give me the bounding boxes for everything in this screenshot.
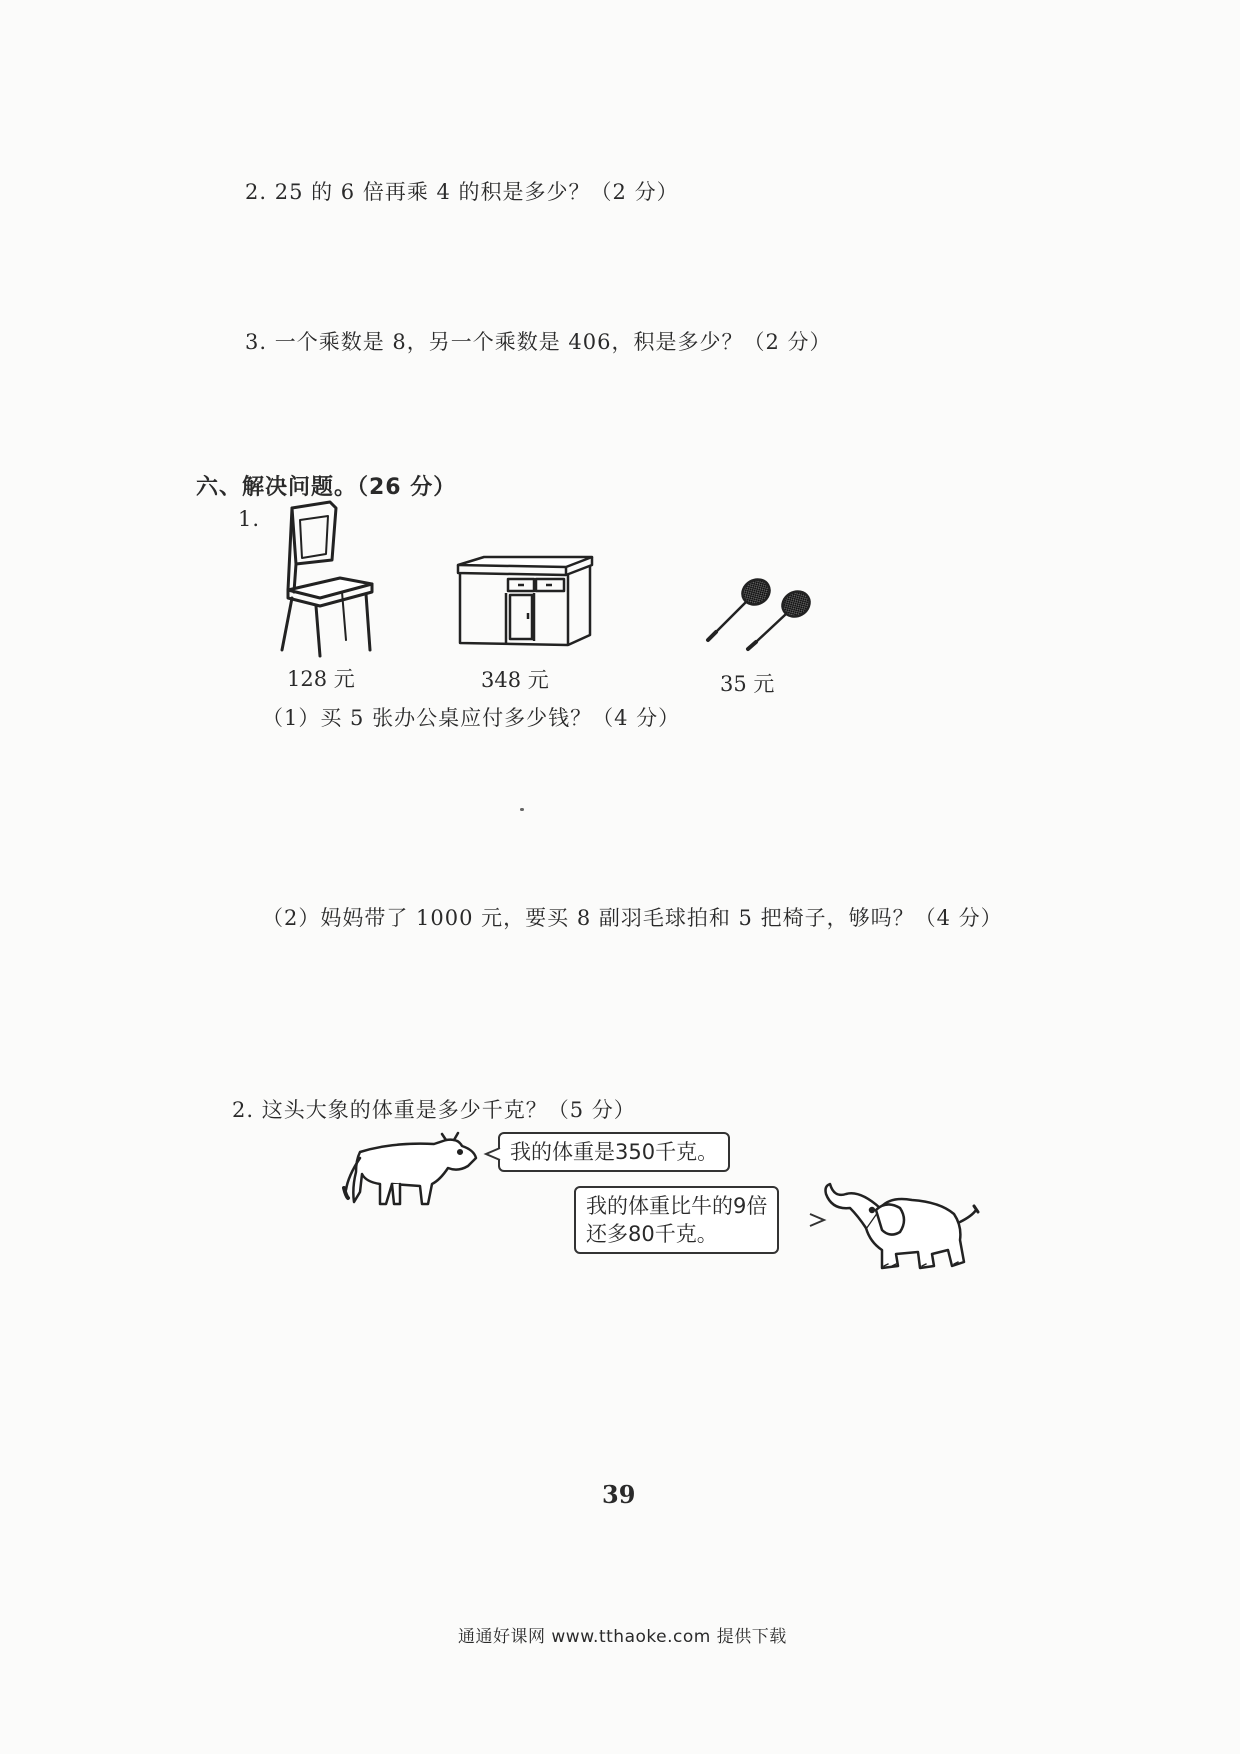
chair-illustration bbox=[280, 500, 380, 660]
scan-speck bbox=[520, 808, 524, 811]
page-number: 39 bbox=[602, 1480, 636, 1509]
footer-download-note: 通通好课网 www.tthaoke.com 提供下载 bbox=[458, 1627, 787, 1647]
cow-bubble-tail bbox=[484, 1146, 502, 1162]
question-5-2: 2. 25 的 6 倍再乘 4 的积是多少？（2 分） bbox=[245, 180, 679, 204]
cow-speech-text: 我的体重是350千克。 bbox=[510, 1140, 719, 1164]
elephant-speech-bubble bbox=[574, 1186, 779, 1254]
question-6-1-sub2: （2）妈妈带了 1000 元，要买 8 副羽毛球拍和 5 把椅子，够吗？（4 分） bbox=[262, 906, 1003, 930]
elephant-speech-line2: 还多80千克。 bbox=[586, 1222, 718, 1246]
question-6-1-number: 1. bbox=[238, 507, 261, 531]
desk-price: 348 元 bbox=[481, 668, 549, 692]
elephant-speech-line1: 我的体重比牛的9倍 bbox=[586, 1194, 768, 1218]
cow-illustration bbox=[342, 1132, 480, 1208]
section-heading-6: 六、解决问题。（26 分） bbox=[196, 475, 457, 500]
question-6-2: 2. 这头大象的体重是多少千克？（5 分） bbox=[232, 1098, 636, 1122]
cow-speech-bubble bbox=[498, 1132, 730, 1172]
desk-illustration bbox=[456, 555, 594, 647]
question-6-1-sub1: （1）买 5 张办公桌应付多少钱？（4 分） bbox=[262, 706, 681, 730]
elephant-illustration bbox=[820, 1180, 980, 1276]
rackets-price: 35 元 bbox=[720, 672, 775, 696]
question-5-3: 3. 一个乘数是 8，另一个乘数是 406，积是多少？（2 分） bbox=[245, 330, 832, 354]
rackets-illustration bbox=[700, 578, 820, 650]
chair-price: 128 元 bbox=[287, 667, 355, 691]
